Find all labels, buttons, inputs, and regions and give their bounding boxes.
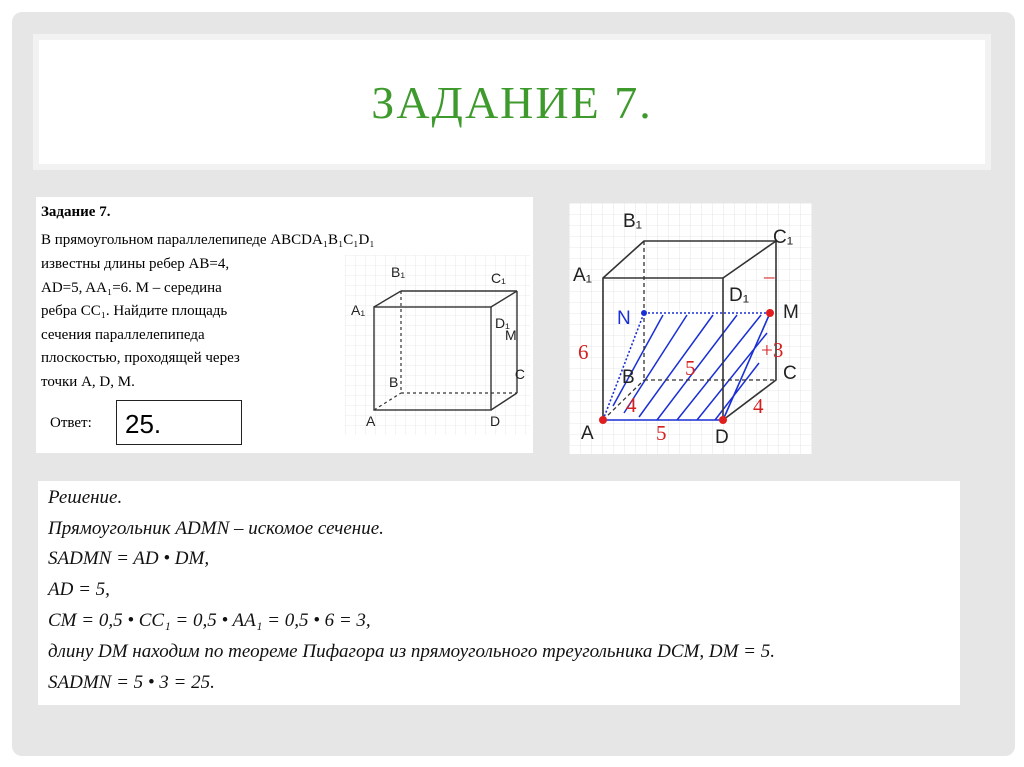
label-b1: B₁ [391, 264, 406, 280]
solution-line: SADMN = AD • DM, [48, 548, 210, 569]
task-panel [36, 197, 533, 453]
slide-title: ЗАДАНИЕ 7. [371, 76, 653, 128]
edge-cm-length: +3 [761, 338, 784, 362]
label-a1: A₁ [573, 265, 593, 286]
edge-ab-length: 4 [626, 393, 637, 417]
label-b1: B₁ [623, 211, 643, 232]
point-a [599, 416, 607, 424]
label-m: M [505, 327, 517, 343]
solution-heading: Решение. [48, 487, 123, 508]
task-line: известны длины ребер AB=4, [41, 256, 230, 272]
midpoint-tick: – [764, 264, 775, 288]
answer-label: Ответ: [50, 415, 92, 431]
edge-ad-length: 5 [656, 421, 667, 445]
solution-panel [38, 481, 960, 705]
solution-line: AD = 5, [48, 579, 110, 600]
label-c1: C₁ [773, 227, 794, 248]
label-d1: D₁ [495, 315, 510, 331]
label-d1: D₁ [729, 285, 750, 306]
title-box [33, 34, 991, 170]
solution-cube-figure [569, 203, 812, 454]
solution-line: CM = 0,5 • CC₁ = 0,5 • AA₁ = 0,5 • 6 = 3, [48, 610, 371, 631]
solution-figure-panel [569, 203, 812, 454]
task-line: ребра CC₁. Найдите площадь [41, 303, 228, 319]
task-heading: Задание 7. [41, 204, 111, 220]
solution-line: длину DM находим по теореме Пифагора из прямоугольного треугольника DCM, DM = 5. [48, 641, 775, 662]
task-line: сечения параллелепипеда [41, 327, 205, 343]
task-line: плоскостью, проходящей через [41, 350, 240, 366]
label-c: C [783, 363, 797, 384]
task-line: В прямоугольном параллелепипеде ABCDA₁B₁C₁D₁ [41, 232, 375, 248]
label-n: N [617, 308, 631, 329]
label-b: B [622, 367, 635, 388]
point-m [766, 309, 774, 317]
label-a: A [581, 423, 594, 444]
answer-box: 25. [116, 400, 242, 445]
label-c1: C₁ [491, 270, 506, 286]
solution-line: Прямоугольник ADMN – искомое сечение. [48, 518, 384, 539]
label-b: B [389, 374, 399, 390]
edge-dm-length: 5 [685, 356, 696, 380]
label-a1: A₁ [351, 302, 366, 318]
solution-line: SADMN = 5 • 3 = 25. [48, 672, 215, 693]
task-line: точки A, D, M. [41, 374, 135, 390]
label-d: D [715, 427, 729, 448]
task-line: AD=5, AA₁=6. M – середина [41, 280, 222, 296]
edge-dc-length: 4 [753, 394, 764, 418]
label-m: M [783, 302, 799, 323]
label-a: A [366, 413, 376, 429]
edge-aa1-length: 6 [578, 340, 589, 364]
task-cube-figure [345, 255, 530, 435]
label-c: C [514, 366, 525, 382]
point-d [719, 416, 727, 424]
label-d: D [490, 413, 501, 429]
point-n [641, 310, 647, 316]
